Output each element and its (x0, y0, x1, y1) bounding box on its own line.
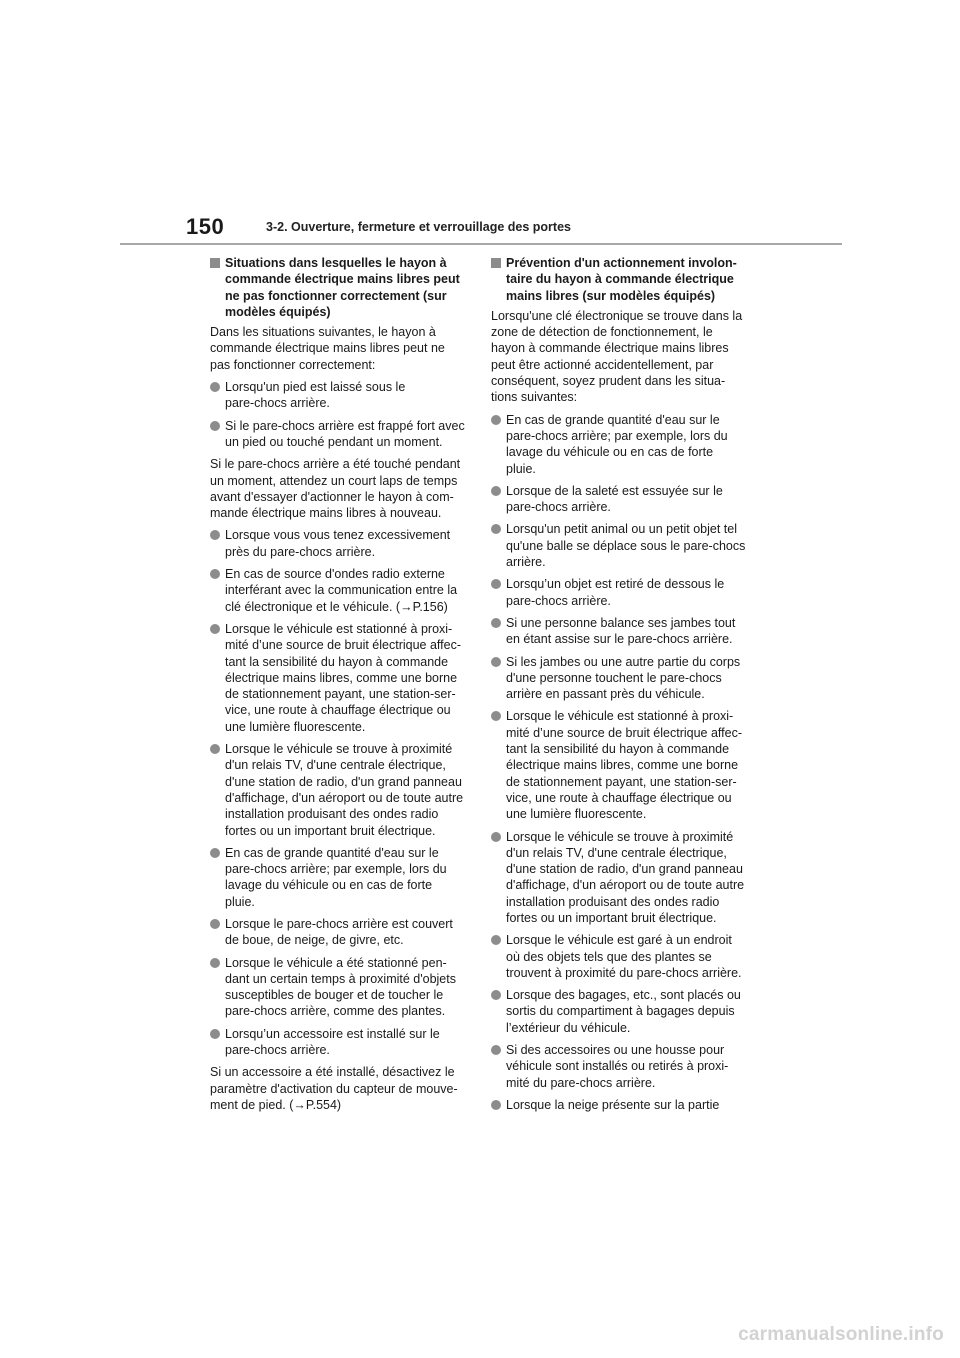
right-column (491, 255, 757, 1119)
text-line: de stationnement payant, une station-ser- (506, 774, 737, 789)
text-line: arrière en passant près du véhicule. (506, 687, 705, 702)
text-line: susceptibles de bouger et de toucher le (225, 988, 444, 1003)
left-column (210, 255, 476, 1119)
header-divider (120, 243, 842, 245)
text-line: Lorsque le véhicule se trouve à proximité (506, 829, 734, 844)
text-line: tions suivantes: (491, 390, 578, 405)
bullet-item (210, 916, 476, 949)
text-line: d'affichage, d'un aéroport ou de toute autre (506, 878, 745, 893)
text-line: Lorsque des bagages, etc., sont placés ou (506, 988, 741, 1003)
text-line: paramètre d'activation du capteur de mouve- (210, 1081, 458, 1096)
bullet-item (210, 955, 476, 1020)
text-line: En cas de source d'ondes radio externe (225, 567, 445, 582)
bullet-item (491, 483, 757, 516)
text-line: Lorsque le véhicule se trouve à proximité (225, 742, 453, 757)
text-line: avant d'essayer d'actionner le hayon à com- (210, 489, 454, 504)
text-line: Lorsque la neige présente sur la partie (506, 1097, 720, 1112)
square-bullet-icon (210, 258, 220, 268)
bullet-item (491, 829, 757, 927)
bullet-item (491, 708, 757, 822)
bullet-item (491, 521, 757, 570)
text-line: Lorsque le véhicule est stationné à proxi- (506, 709, 734, 724)
text-line: Lorsqu'un petit animal ou un petit objet tel (506, 522, 738, 537)
page-number: 150 (186, 214, 225, 239)
text-line: où des objets tels que des plantes se (506, 949, 712, 964)
text-line: peut être actionné accidentellement, par (491, 357, 714, 372)
text-line: Lorsqu'une clé électronique se trouve dans la (491, 308, 743, 323)
text-line: Lorsque le pare-chocs arrière est couvert (225, 916, 453, 931)
text-line: d'un relais TV, d'une centrale électrique, (506, 845, 727, 860)
text-line: une lumière fluorescente. (506, 807, 647, 822)
text-line: pare-chocs arrière; par exemple, lors du (506, 428, 728, 443)
paragraph (210, 324, 476, 373)
bullet-item (491, 932, 757, 981)
bullet-item (210, 418, 476, 451)
text-line: en étant assise sur le pare-chocs arrière. (506, 632, 733, 647)
paragraph (491, 308, 757, 406)
text-line: pare-chocs arrière. (225, 396, 330, 411)
text-line: lavage du véhicule ou en cas de forte (225, 878, 433, 893)
text-line: d'une personne touchent le pare-chocs (506, 670, 722, 685)
section-heading (491, 255, 757, 304)
square-bullet-icon (491, 258, 501, 268)
circle-bullet-icon (491, 832, 501, 842)
paragraph (210, 1064, 476, 1113)
text-line: dant un certain temps à proximité d'objets (225, 971, 456, 986)
circle-bullet-icon (210, 530, 220, 540)
circle-bullet-icon (210, 382, 220, 392)
bullet-item (210, 621, 476, 735)
circle-bullet-icon (210, 421, 220, 431)
text-line: commande électrique mains libres peut ne (210, 341, 445, 356)
text-line: Si une personne balance ses jambes tout (506, 615, 736, 630)
bullet-item (491, 1042, 757, 1091)
bullet-item (210, 566, 476, 615)
text-line: Lorsqu'un pied est laissé sous le (225, 380, 406, 395)
text-line: électrique mains libres, comme une borne (225, 670, 458, 685)
text-line: Si le pare-chocs arrière est frappé fort avec (225, 418, 465, 433)
text-line: de boue, de neige, de givre, etc. (225, 933, 404, 948)
text-line: installation produisant des ondes radio (506, 894, 720, 909)
text-line: lavage du véhicule ou en cas de forte (506, 445, 714, 460)
bullet-item (491, 1097, 757, 1113)
circle-bullet-icon (491, 935, 501, 945)
text-line: mité d’une source de bruit électrique affec- (506, 725, 743, 740)
text-line: sortis du compartiment à bagages depuis (506, 1004, 735, 1019)
text-line: d'une station de radio, d'un grand panneau (506, 862, 743, 877)
text-line: un moment, attendez un court laps de temps (210, 473, 458, 488)
text-line: tant la sensibilité du hayon à commande (225, 654, 449, 669)
text-line: pluie. (225, 894, 255, 909)
circle-bullet-icon (491, 990, 501, 1000)
text-line: Lorsqu’un objet est retiré de dessous le (506, 577, 725, 592)
text-line: électrique mains libres, comme une borne (506, 758, 739, 773)
text-line: Lorsque le véhicule est garé à un endroit (506, 933, 732, 948)
text-line: d'affichage, d'un aéroport ou de toute autre (225, 790, 464, 805)
text-line: clé électronique et le véhicule. (→P.156) (225, 599, 448, 614)
text-line: Lorsque le véhicule a été stationné pen- (225, 955, 447, 970)
circle-bullet-icon (491, 415, 501, 425)
text-line: véhicule sont installés ou retirés à proxi- (506, 1059, 729, 1074)
text-line: Lorsqu’un accessoire est installé sur le (225, 1026, 440, 1041)
text-line: En cas de grande quantité d'eau sur le (225, 845, 439, 860)
text-line: mains libres (sur modèles équipés) (506, 288, 716, 303)
text-line: fortes ou un important bruit électrique. (225, 823, 436, 838)
text-line: Si les jambes ou une autre partie du corps (506, 654, 741, 669)
watermark: carmanualsonline.info (738, 1324, 944, 1345)
section-title: 3-2. Ouverture, fermeture et verrouillage des portes (266, 220, 571, 234)
bullet-item (491, 615, 757, 648)
circle-bullet-icon (210, 1029, 220, 1039)
text-line: une lumière fluorescente. (225, 719, 366, 734)
circle-bullet-icon (210, 848, 220, 858)
text-line: zone de détection de fonctionnement, le (491, 325, 713, 340)
circle-bullet-icon (491, 486, 501, 496)
text-line: taire du hayon à commande électrique (506, 272, 734, 287)
bullet-item (491, 576, 757, 609)
text-line: pare-chocs arrière. (506, 593, 611, 608)
circle-bullet-icon (210, 624, 220, 634)
bullet-item (210, 741, 476, 839)
page-header (0, 0, 960, 250)
text-line: ment de pied. (→P.554) (210, 1097, 342, 1112)
text-line: ne pas fonctionner correctement (sur (225, 288, 447, 303)
text-line: près du pare-chocs arrière. (225, 544, 376, 559)
text-line: Dans les situations suivantes, le hayon à (210, 325, 436, 340)
text-line: pare-chocs arrière, comme des plantes. (225, 1004, 446, 1019)
circle-bullet-icon (210, 569, 220, 579)
text-line: mité du pare-chocs arrière. (506, 1075, 656, 1090)
text-line: interférant avec la communication entre la (225, 583, 458, 598)
text-line: mande électrique mains libres à nouveau. (210, 506, 442, 521)
text-line: pas fonctionner correctement: (210, 357, 376, 372)
text-line: tant la sensibilité du hayon à commande (506, 742, 730, 757)
text-line: Si un accessoire a été installé, désactivez le (210, 1065, 455, 1080)
section-heading (210, 255, 476, 320)
text-line: Prévention d'un actionnement involon- (506, 256, 737, 270)
paragraph (210, 456, 476, 521)
bullet-item (210, 845, 476, 910)
circle-bullet-icon (491, 657, 501, 667)
bullet-item (491, 987, 757, 1036)
text-line: de stationnement payant, une station-ser- (225, 687, 456, 702)
text-line: d'un relais TV, d'une centrale électrique, (225, 758, 446, 773)
text-line: Si le pare-chocs arrière a été touché pendant (210, 457, 461, 472)
circle-bullet-icon (491, 1045, 501, 1055)
circle-bullet-icon (210, 919, 220, 929)
bullet-item (210, 1026, 476, 1059)
text-line: pare-chocs arrière. (225, 1043, 330, 1058)
circle-bullet-icon (491, 1100, 501, 1110)
text-line: l’extérieur du véhicule. (506, 1020, 631, 1035)
text-line: Situations dans lesquelles le hayon à (225, 256, 447, 270)
text-line: installation produisant des ondes radio (225, 807, 439, 822)
text-line: Lorsque vous vous tenez excessivement (225, 528, 451, 543)
text-line: hayon à commande électrique mains libres (491, 341, 729, 356)
text-line: mité d’une source de bruit électrique affec- (225, 638, 462, 653)
text-line: pluie. (506, 461, 536, 476)
bullet-item (491, 654, 757, 703)
text-line: un pied ou touché pendant un moment. (225, 434, 443, 449)
text-line: d'une station de radio, d'un grand panneau (225, 774, 462, 789)
bullet-item (210, 527, 476, 560)
text-line: qu'une balle se déplace sous le pare-chocs (506, 538, 746, 553)
circle-bullet-icon (210, 744, 220, 754)
text-line: conséquent, soyez prudent dans les situa- (491, 374, 726, 389)
text-line: vice, une route à chauffage électrique ou (506, 790, 732, 805)
text-line: vice, une route à chauffage électrique ou (225, 703, 451, 718)
text-line: Lorsque le véhicule est stationné à proxi- (225, 621, 453, 636)
circle-bullet-icon (491, 618, 501, 628)
bullet-item (210, 379, 476, 412)
bullet-item (491, 412, 757, 477)
circle-bullet-icon (210, 958, 220, 968)
circle-bullet-icon (491, 711, 501, 721)
text-line: pare-chocs arrière; par exemple, lors du (225, 862, 447, 877)
text-line: pare-chocs arrière. (506, 500, 611, 515)
text-line: fortes ou un important bruit électrique. (506, 910, 717, 925)
circle-bullet-icon (491, 524, 501, 534)
text-line: arrière. (506, 555, 546, 570)
text-line: En cas de grande quantité d'eau sur le (506, 412, 720, 427)
text-line: Si des accessoires ou une housse pour (506, 1043, 725, 1058)
text-line: commande électrique mains libres peut (225, 272, 460, 287)
circle-bullet-icon (491, 579, 501, 589)
text-line: Lorsque de la saleté est essuyée sur le (506, 483, 723, 498)
text-line: trouvent à proximité du pare-chocs arrière. (506, 965, 742, 980)
text-line: modèles équipés) (225, 304, 331, 319)
